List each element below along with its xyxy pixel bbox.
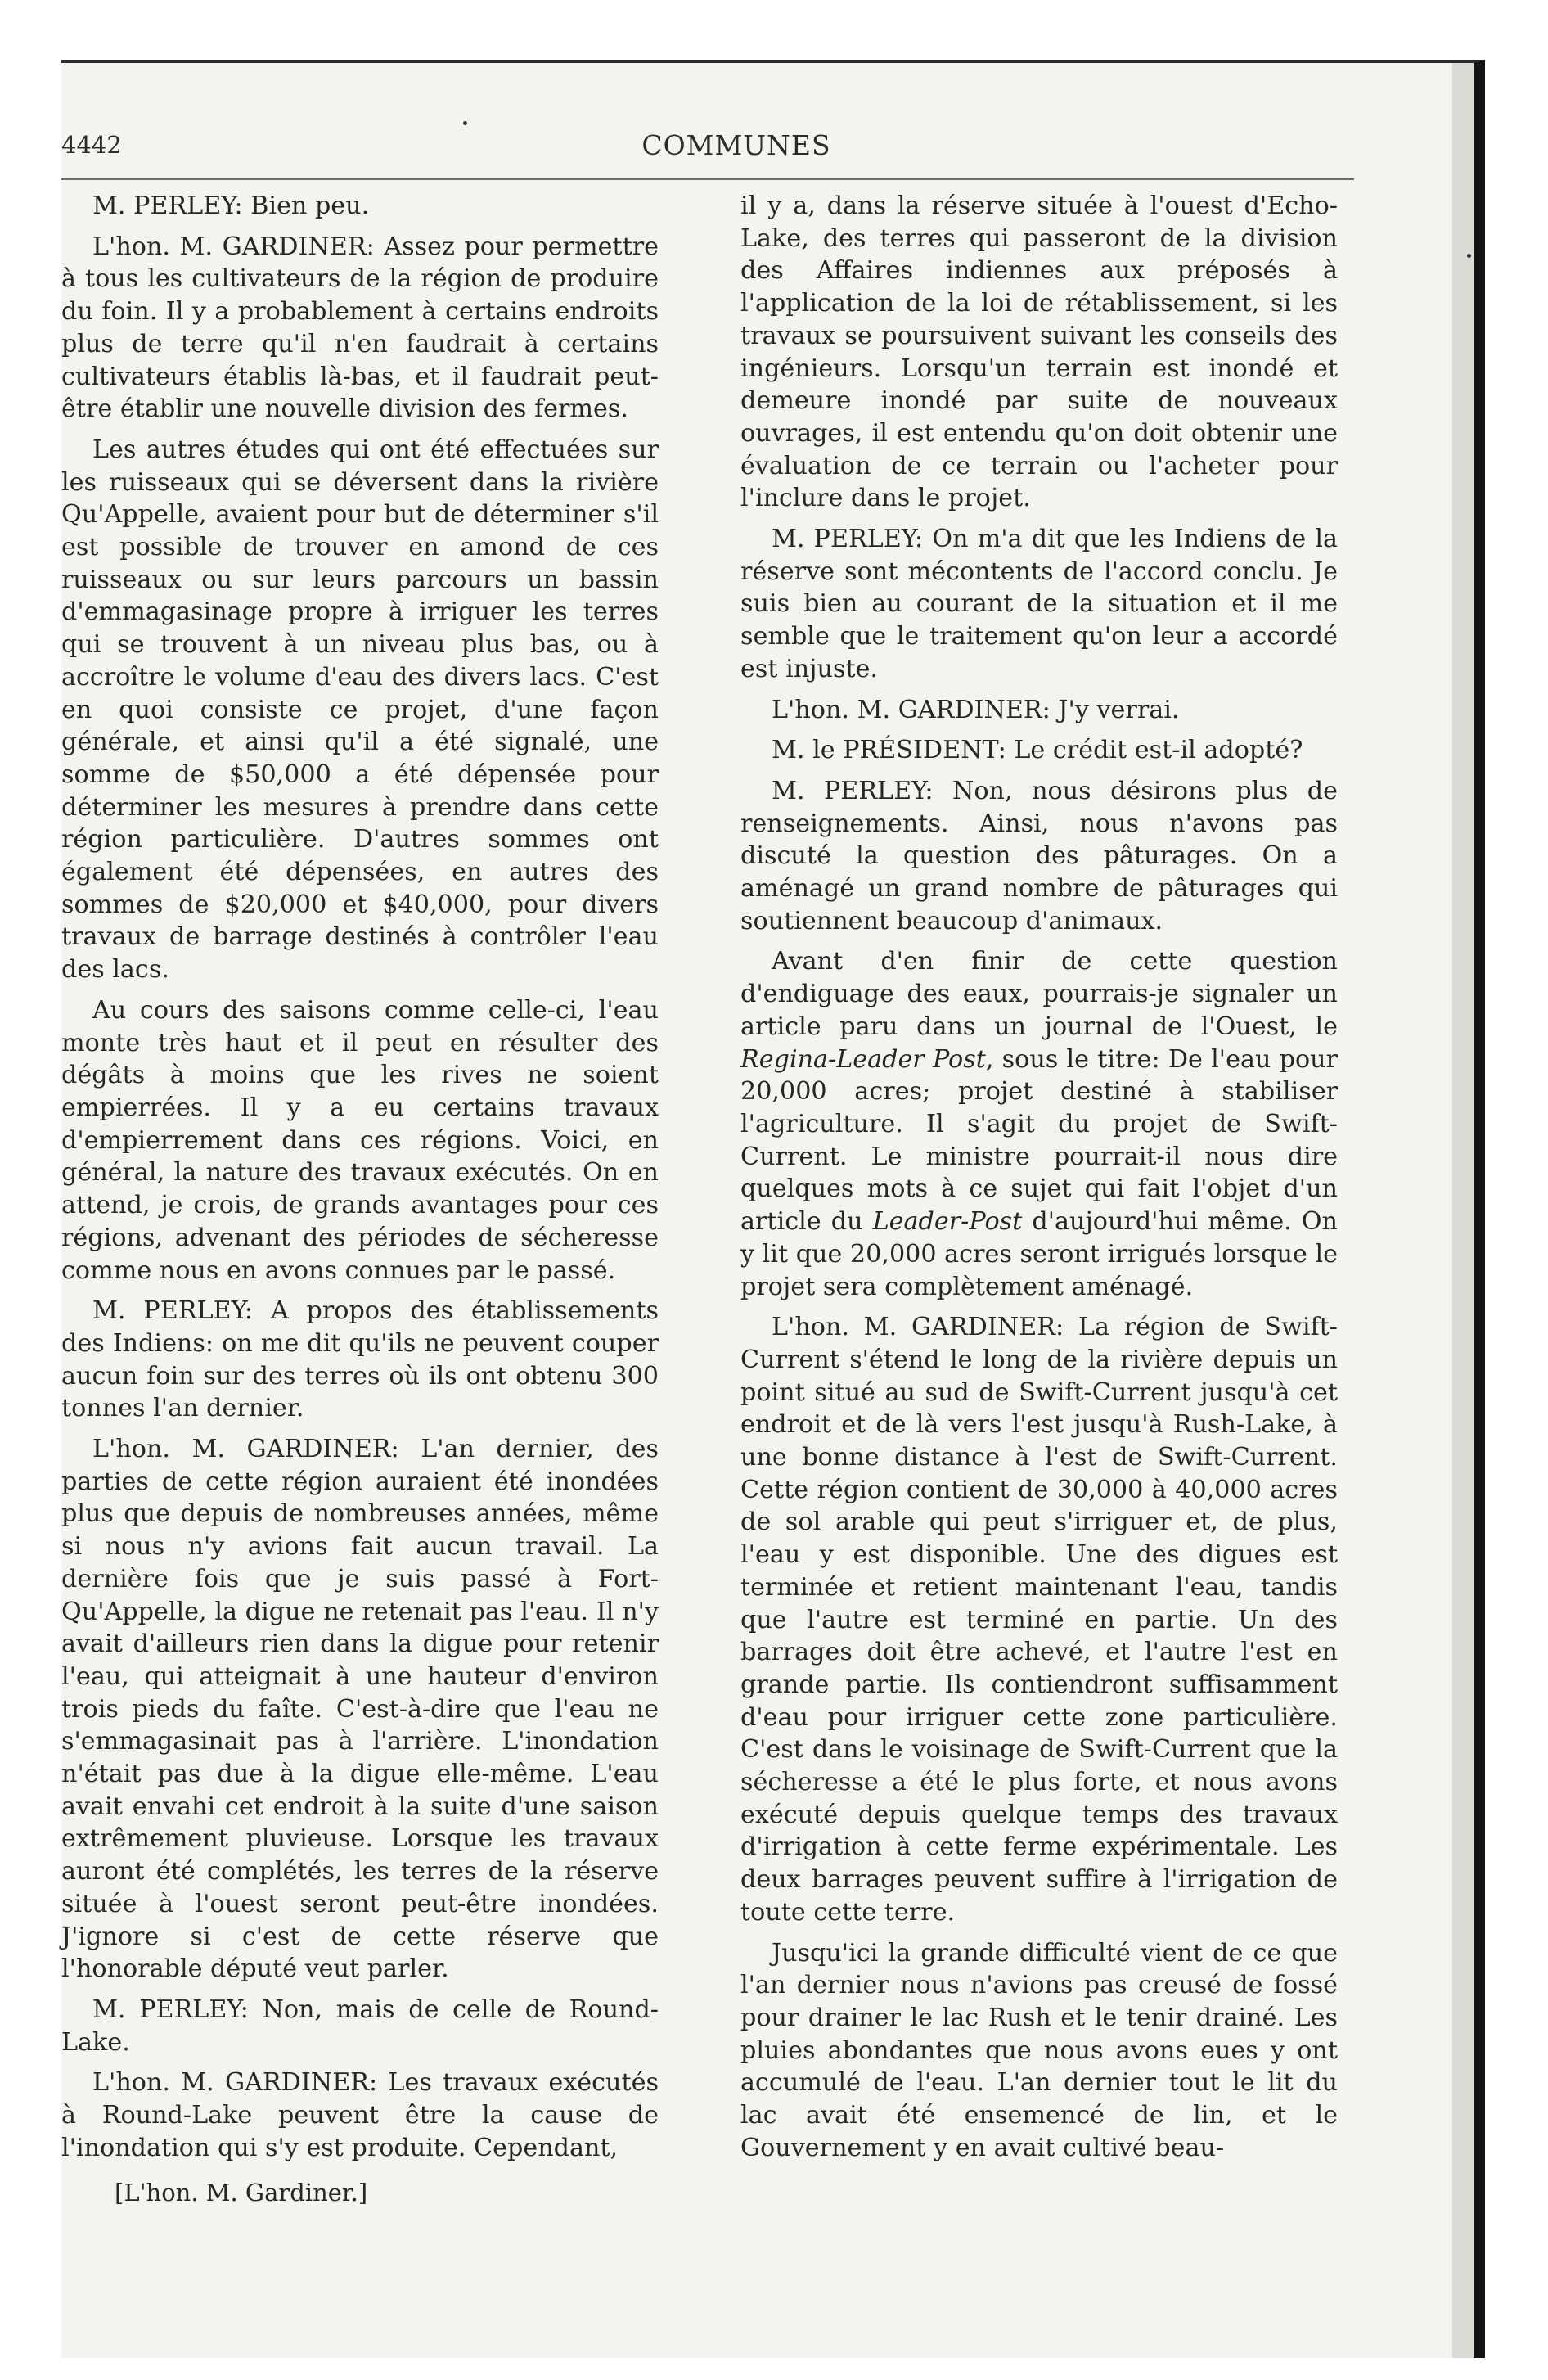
- paragraph: M. PERLEY: Bien peu.: [92, 192, 370, 220]
- paragraph: Au cours des saisons comme celle-ci, l'eau monte très haut et il peut en résulter des dégâts à moins que les rives ne soient empierrées. Il y a eu certains travaux d'empierrement dans ces régions. Voici, en général, la nature des travaux exécutés. On en attend, je crois, de grands avantages pour ces régions, advenant des périodes de sécheresse comme nous en avons connues par le passé.: [61, 995, 659, 1285]
- paragraph: Jusqu'ici la grande difficulté vient de ce que l'an dernier nous n'avions pas creusé de fossé pour drainer le lac Rush et le tenir drainé. Les pluies abondantes que nous avons eues y ont accumulé de l'eau. L'an dernier tout le lit du lac avait été ensemencé de lin, et le Gouvernement y en avait cultivé beau-: [740, 1938, 1338, 2162]
- paragraph: M. PERLEY: A propos des établissements des Indiens: on me dit qu'ils ne peuvent couper aucun foin sur des terres où ils ont obtenu 300 tonnes l'an dernier.: [61, 1296, 659, 1423]
- paragraph: M. PERLEY: Non, mais de celle de Round-Lake.: [61, 1995, 659, 2057]
- paragraph: il y a, dans la réserve située à l'ouest d'Echo-Lake, des terres qui passeront de la division des Affaires indiennes aux préposés à l'application de la loi de rétablissement, si les travaux se poursuivent suivant les conseils des ingénieurs. Lorsqu'un terrain est inondé et demeure inondé par suite de nouveaux ouvrages, il est entendu qu'on doit obtenir une évaluation de ce terrain ou l'acheter pour l'inclure dans le projet.: [740, 192, 1338, 513]
- speck: [1467, 254, 1471, 258]
- paragraph-with-citation: [740, 945, 1338, 1303]
- left-column: [61, 190, 659, 2172]
- paragraph: M. le PRÉSIDENT: Le crédit est-il adopté?: [772, 736, 1303, 765]
- paragraph: L'hon. M. GARDINER: Les travaux exécutés à Round-Lake peuvent être la cause de l'inondation qui s'y est produite. Cependant,: [61, 2068, 659, 2162]
- right-column: [740, 190, 1338, 2172]
- paragraph: L'hon. M. GARDINER: La région de Swift-Current s'étend le long de la rivière depuis un point situé au sud de Swift-Current jusqu'à cet endroit et de là vers l'est jusqu'à Rush-Lake, à une bonne distance à l'est de Swift-Current. Cette région contient de 30,000 à 40,000 acres de sol arable qui peut s'irriguer et, de plus, l'eau y est disponible. Une des digues est terminée et retient maintenant l'eau, tandis que l'autre est terminé en partie. Un des barrages doit être achevé, et l'autre l'est en grande partie. Ils contiendront suffisamment d'eau pour irriguer cette zone particulière. C'est dans le voisinage de Swift-Current que la sécheresse a été le plus forte, et nous avons exécuté depuis quelque temps des travaux d'irrigation à cette ferme expérimentale. Les deux barrages peuvent suffire à l'irrigation de toute cette terre.: [740, 1313, 1338, 1927]
- text-run: , sous le titre: De l'eau pour 20,000 acres; projet destiné à stabiliser l'agriculture. Il s'agit du projet de Swift-Current. Le ministre pourrait-il nous dire quelques mots à ce sujet qui fait l'objet d'un article du: [740, 1044, 1338, 1237]
- paragraph: L'hon. M. GARDINER: L'an dernier, des parties de cette région auraient été inondées plus que depuis de nombreuses années, même si nous n'y avions fait aucun travail. La dernière fois que je suis passé à Fort-Qu'Appelle, la digue ne retenait pas l'eau. Il n'y avait d'ailleurs rien dans la digue pour retenir l'eau, qui atteignait à une hauteur d'environ trois pieds du faîte. C'est-à-dire que l'eau ne s'emmagasinait pas à l'arrière. L'inondation n'était pas due à la digue elle-même. L'eau avait envahi cet endroit à la suite d'une saison extrêmement pluvieuse. Lorsque les travaux auront été complétés, les terres de la réserve située à l'ouest seront peut-être inondées. J'ignore si c'est de cette réserve que l'honorable député veut parler.: [61, 1435, 659, 1984]
- page-number: 4442: [61, 131, 122, 159]
- text-run: Avant d'en finir de cette question d'endiguage des eaux, pourrais-je signaler un article paru dans un journal de l'Ouest, le: [740, 947, 1338, 1041]
- running-title: COMMUNES: [641, 129, 831, 161]
- paragraph: M. PERLEY: On m'a dit que les Indiens de la réserve sont mécontents de l'accord conclu. Je suis bien au courant de la situation et il me semble que le traitement qu'on leur a accordé est injuste.: [740, 525, 1338, 683]
- text-run: d'aujourd'hui même. On y lit que 20,000 acres seront irrigués lorsque le projet sera complètement aménagé.: [740, 1207, 1338, 1301]
- header-rule: [61, 178, 1354, 180]
- binding-shadow: [1452, 63, 1474, 2358]
- newspaper-title: Leader-Post: [872, 1207, 1023, 1237]
- newspaper-title: Regina-Leader Post: [740, 1044, 986, 1074]
- paragraph: M. PERLEY: Non, nous désirons plus de renseignements. Ainsi, nous n'avons pas discuté la question des pâturages. On a aménagé un grand nombre de pâturages qui soutiennent beaucoup d'animaux.: [740, 776, 1338, 935]
- speck: [463, 121, 467, 125]
- paragraph: L'hon. M. GARDINER: J'y verrai.: [772, 695, 1180, 724]
- speaker-footer-tag: [L'hon. M. Gardiner.]: [115, 2179, 368, 2206]
- paragraph: L'hon. M. GARDINER: Assez pour permettre à tous les cultivateurs de la région de produire du foin. Il y a probablement à certains endroits plus de terre qu'il n'en faudrait à certains cultivateurs établis là-bas, et il faudrait peut-être établir une nouvelle division des fermes.: [61, 232, 659, 424]
- paragraph: Les autres études qui ont été effectuées sur les ruisseaux qui se déversent dans la rivière Qu'Appelle, avaient pour but de déterminer s'il est possible de trouver en amond de ces ruisseaux ou sur leurs parcours un bassin d'emmagasinage propre à irriguer les terres qui se trouvent à un niveau plus bas, ou à accroître le volume d'eau des divers lacs. C'est en quoi consiste ce projet, d'une façon générale, et ainsi qu'il a été signalé, une somme de $50,000 a été dépensée pour déterminer les mesures à prendre dans cette région particulière. D'autres sommes ont également été dépensées, en autres des sommes de $20,000 et $40,000, pour divers travaux de barrage destinés à contrôler l'eau des lacs.: [61, 435, 659, 985]
